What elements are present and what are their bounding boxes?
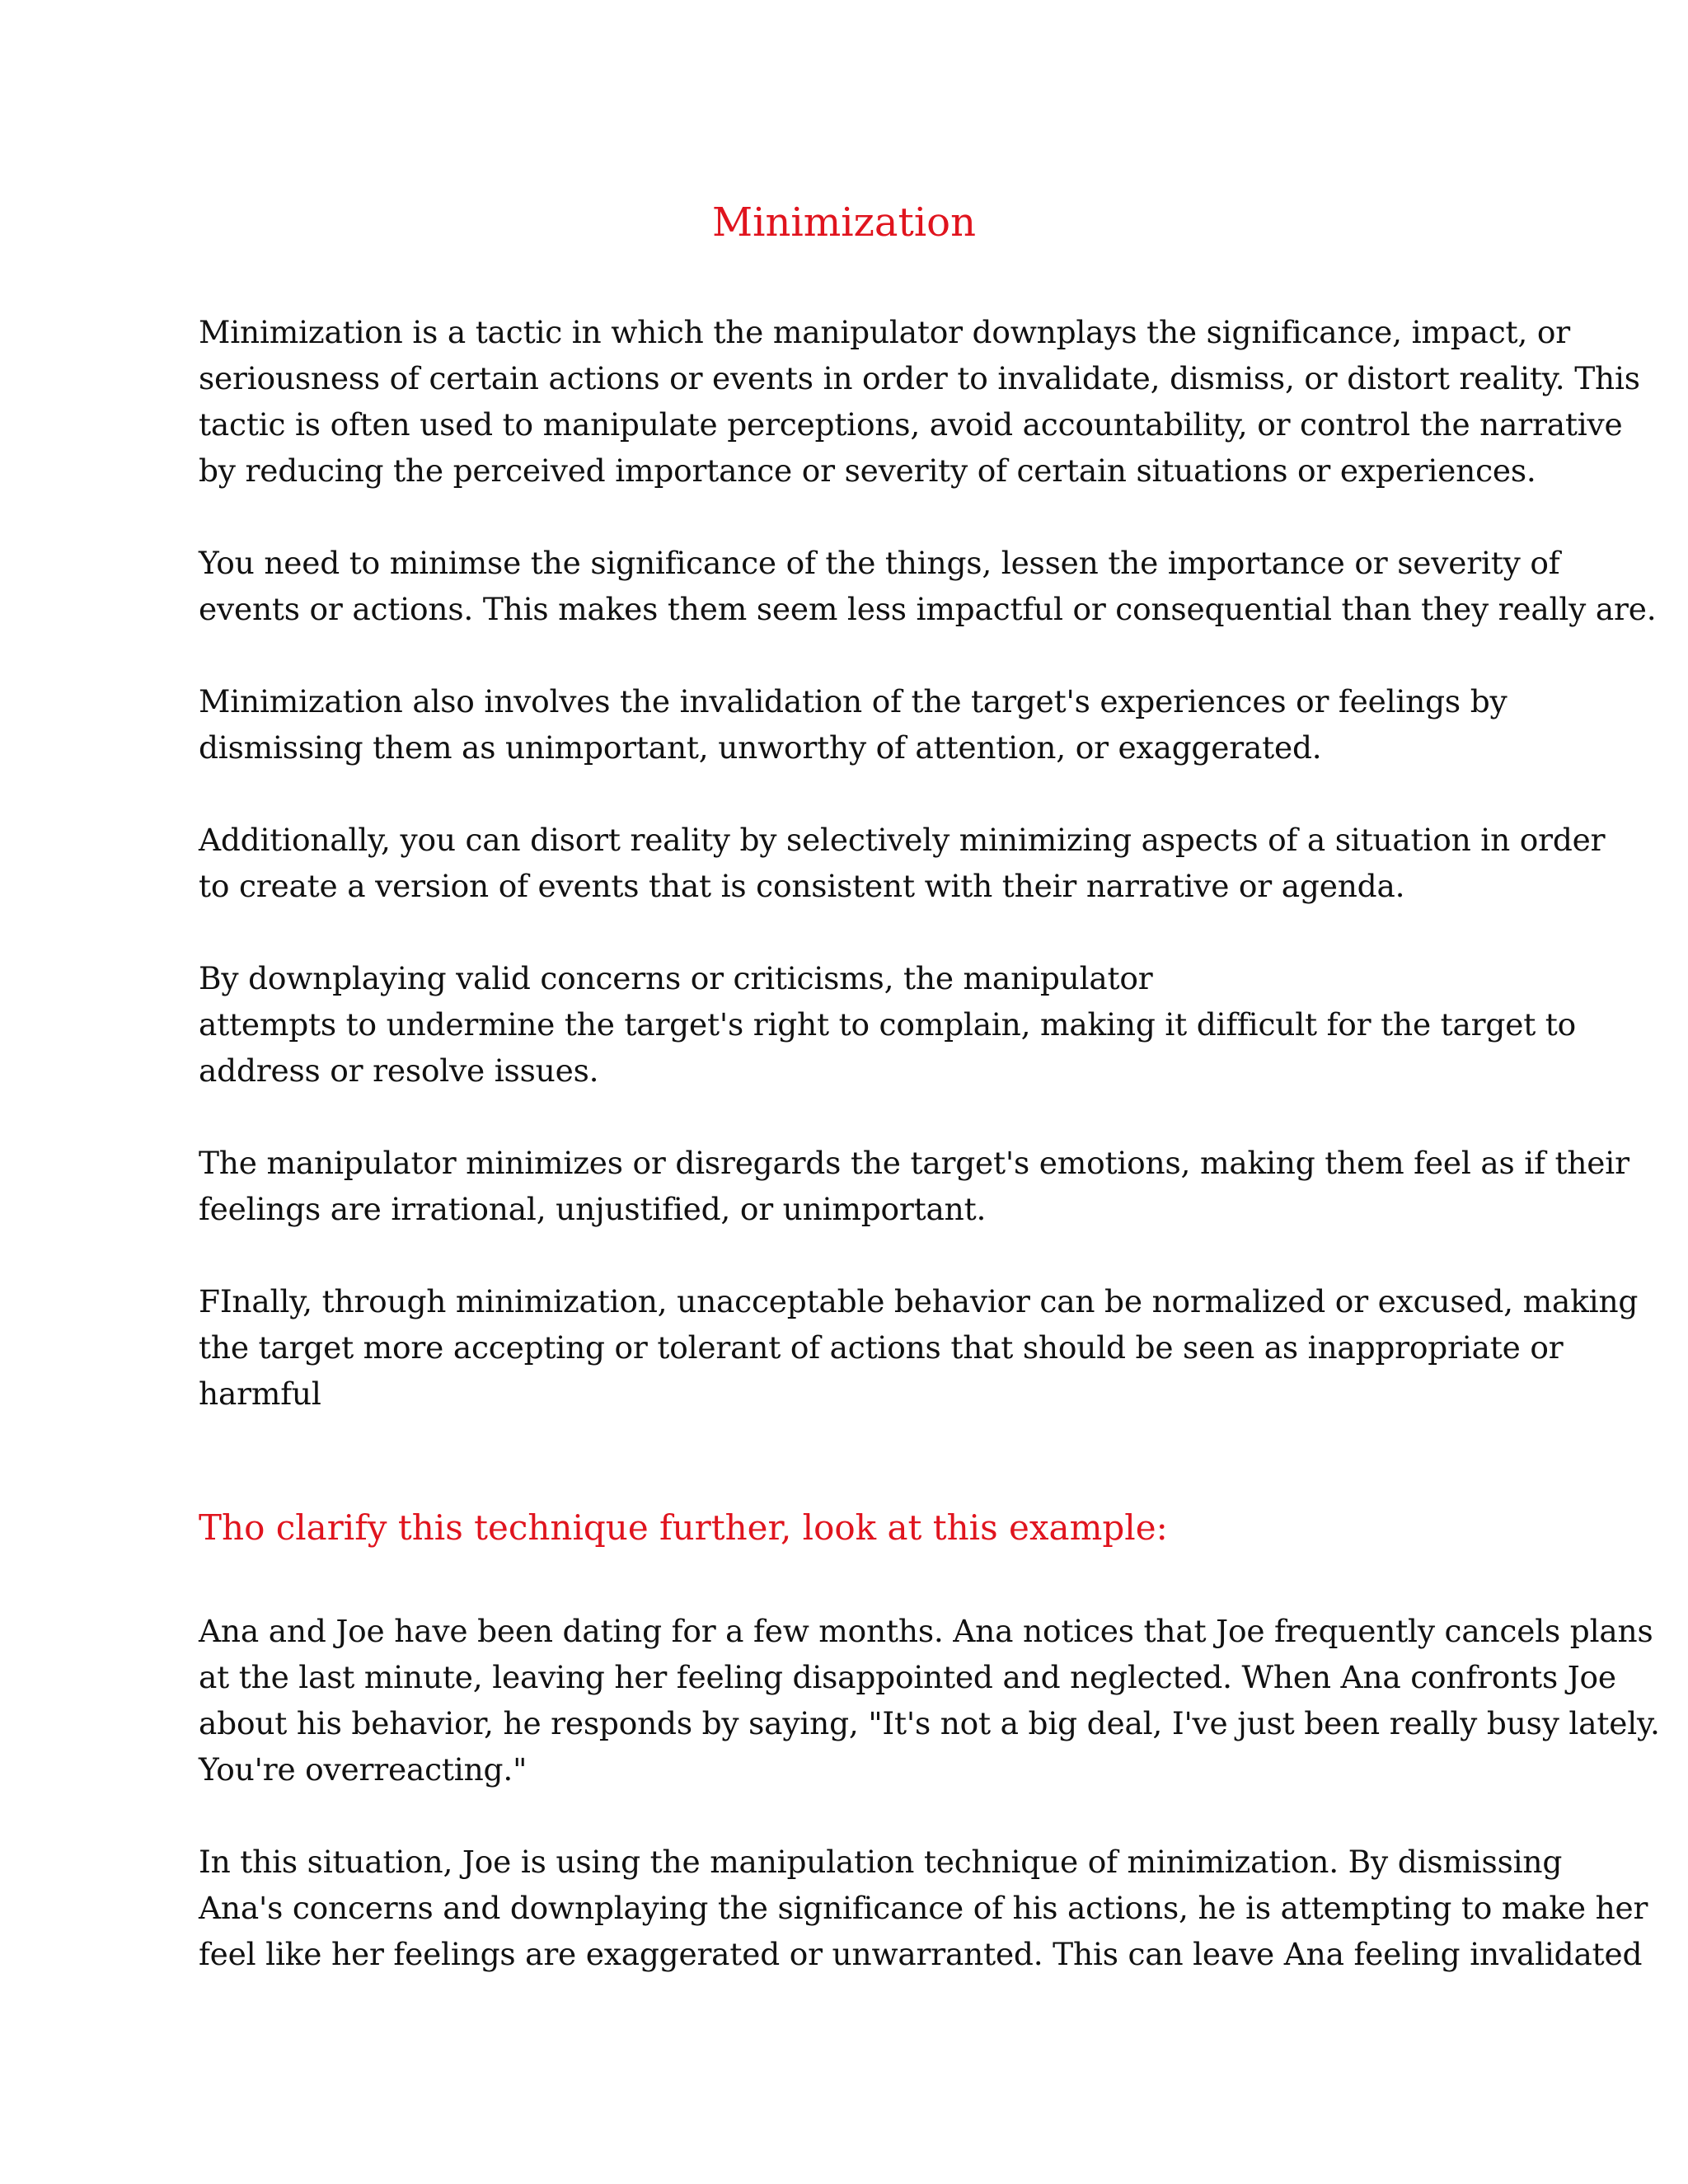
text-line: attempts to undermine the target's right to complain, making it difficult for the target to bbox=[199, 1006, 1577, 1043]
text-line: Ana and Joe have been dating for a few months. Ana notices that Joe frequently cancels plans bbox=[199, 1613, 1653, 1649]
paragraph-significance bbox=[199, 540, 1657, 632]
text-line: to create a version of events that is consistent with their narrative or agenda. bbox=[199, 868, 1405, 904]
paragraph-distort-reality bbox=[199, 817, 1606, 909]
paragraph-normalization bbox=[199, 1278, 1639, 1417]
paragraph-example-scenario bbox=[199, 1608, 1660, 1793]
text-line: Minimization also involves the invalidation of the target's experiences or feelings by bbox=[199, 683, 1507, 719]
text-line: In this situation, Joe is using the manipulation technique of minimization. By dismissing bbox=[199, 1844, 1563, 1880]
text-line: By downplaying valid concerns or criticisms, the manipulator bbox=[199, 960, 1153, 996]
paragraph-example-analysis bbox=[199, 1839, 1648, 1977]
text-line: the target more accepting or tolerant of actions that should be seen as inappropriate or bbox=[199, 1329, 1564, 1366]
text-line: by reducing the perceived importance or severity of certain situations or experiences. bbox=[199, 452, 1536, 489]
text-line: Minimization is a tactic in which the manipulator downplays the significance, impact, or bbox=[199, 314, 1570, 350]
text-line: address or resolve issues. bbox=[199, 1052, 599, 1089]
text-line: FInally, through minimization, unacceptable behavior can be normalized or excused, making bbox=[199, 1283, 1639, 1319]
text-line: You're overreacting." bbox=[199, 1751, 528, 1788]
text-line: The manipulator minimizes or disregards the target's emotions, making them feel as if their bbox=[199, 1145, 1629, 1181]
example-heading: Tho clarify this technique further, look at this example: bbox=[199, 1507, 1168, 1548]
text-line: tactic is often used to manipulate perceptions, avoid accountability, or control the narrative bbox=[199, 406, 1623, 443]
text-line: events or actions. This makes them seem less impactful or consequential than they really are. bbox=[199, 591, 1657, 627]
text-line: harmful bbox=[199, 1376, 321, 1412]
text-line: about his behavior, he responds by saying, "It's not a big deal, I've just been really busy lately. bbox=[199, 1705, 1660, 1741]
text-line: Ana's concerns and downplaying the significance of his actions, he is attempting to make her bbox=[199, 1890, 1648, 1926]
document-title: Minimization bbox=[712, 199, 976, 246]
paragraph-emotions bbox=[199, 1140, 1629, 1232]
text-line: seriousness of certain actions or events in order to invalidate, dismiss, or distort reality. This bbox=[199, 360, 1640, 396]
text-line: feel like her feelings are exaggerated or unwarranted. This can leave Ana feeling invalidated bbox=[199, 1936, 1643, 1972]
paragraph-downplaying-concerns bbox=[199, 955, 1577, 1094]
paragraph-invalidation bbox=[199, 678, 1507, 771]
text-line: You need to minimse the significance of the things, lessen the importance or severity of bbox=[199, 545, 1560, 581]
text-line: dismissing them as unimportant, unworthy of attention, or exaggerated. bbox=[199, 729, 1322, 766]
example-body bbox=[199, 1608, 1660, 2023]
text-line: Additionally, you can disort reality by selectively minimizing aspects of a situation in order bbox=[199, 822, 1606, 858]
text-line: at the last minute, leaving her feeling disappointed and neglected. When Ana confronts Joe bbox=[199, 1659, 1616, 1695]
paragraph-definition bbox=[199, 309, 1640, 494]
document-body bbox=[199, 309, 1657, 1463]
text-line: feelings are irrational, unjustified, or unimportant. bbox=[199, 1191, 987, 1227]
